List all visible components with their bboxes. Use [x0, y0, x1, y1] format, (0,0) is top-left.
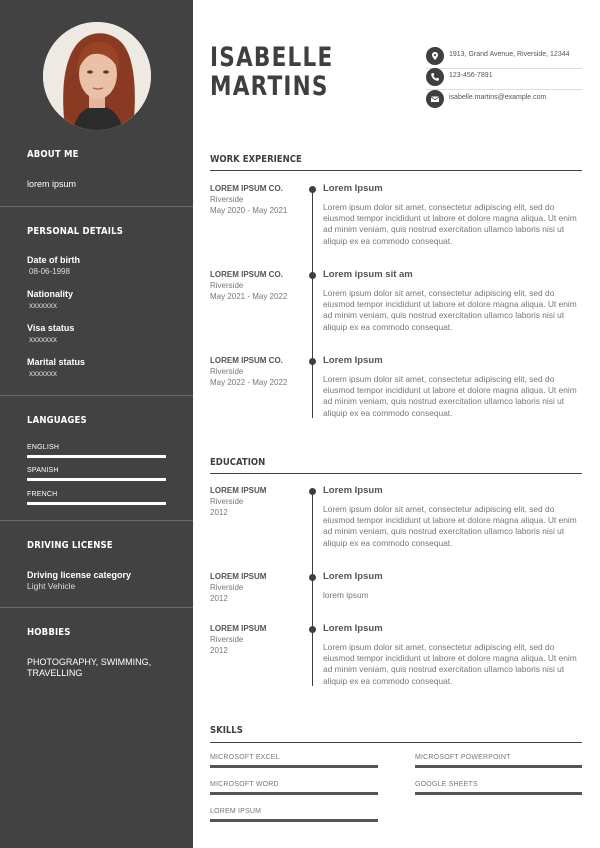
about-me-title: ABOUT ME — [27, 149, 79, 160]
section-rule — [210, 742, 582, 743]
language-level-bar — [27, 455, 166, 458]
education-degree: Lorem Ipsum — [323, 485, 383, 496]
portrait-image — [43, 22, 151, 130]
marital-status-value: xxxxxxx — [29, 369, 57, 378]
divider — [0, 607, 193, 608]
work-timeline — [312, 188, 313, 418]
language-label: FRENCH — [27, 491, 58, 498]
education-place: Riverside — [210, 583, 244, 592]
education-place: Riverside — [210, 635, 244, 644]
envelope-icon — [426, 90, 444, 108]
contact-phone — [426, 68, 582, 90]
license-category-value: Light Vehicle — [27, 581, 76, 591]
phone-icon — [426, 68, 444, 86]
timeline-dot — [309, 358, 316, 365]
work-place: Riverside — [210, 195, 244, 204]
timeline-dot — [309, 186, 316, 193]
education-year: 2012 — [210, 594, 228, 603]
email-link[interactable]: isabelle.martins@example.com — [449, 94, 547, 101]
driving-license-title: DRIVING LICENSE — [27, 540, 113, 551]
nationality-value: xxxxxxx — [29, 301, 57, 310]
skill-level-bar — [210, 819, 378, 822]
education-timeline — [312, 490, 313, 686]
education-degree: Lorem Ipsum — [323, 623, 383, 634]
timeline-dot — [309, 574, 316, 581]
work-org: LOREM IPSUM CO. — [210, 184, 283, 193]
timeline-dot — [309, 488, 316, 495]
work-place: Riverside — [210, 367, 244, 376]
section-rule — [210, 473, 582, 474]
education-place: Riverside — [210, 497, 244, 506]
hobbies-line: PHOTOGRAPHY, SWIMMING, — [27, 657, 152, 667]
about-me-text: lorem ipsum — [27, 179, 77, 189]
divider — [0, 520, 193, 521]
skills-title: SKILLS — [210, 725, 243, 736]
hobbies-title: HOBBIES — [27, 627, 71, 638]
divider — [0, 206, 193, 207]
skill-label: MICROSOFT POWERPOINT — [415, 754, 511, 761]
work-description: Lorem ipsum dolor sit amet, consectetur adipiscing elit, sed do eiusmod tempor incididunt ut labore et dolore magna aliqua. Ut enim ad minim veniam, quis nostrud exercitation ullamco laboris nisi ut aliquip ex ea commodo consequat. — [323, 202, 577, 246]
skill-label: MICROSOFT WORD — [210, 781, 279, 788]
hobbies-line: TRAVELLING — [27, 668, 83, 678]
personal-details-title: PERSONAL DETAILS — [27, 226, 123, 237]
work-place: Riverside — [210, 281, 244, 290]
skill-label: GOOGLE SHEETS — [415, 781, 478, 788]
education-degree: Lorem Ipsum — [323, 571, 383, 582]
languages-title: LANGUAGES — [27, 415, 87, 426]
marital-status-label: Marital status — [27, 357, 86, 367]
work-dates: May 2021 - May 2022 — [210, 292, 288, 301]
nationality-label: Nationality — [27, 289, 74, 299]
location-pin-icon — [426, 47, 444, 65]
skill-level-bar — [210, 765, 378, 768]
divider — [0, 395, 193, 396]
last-name: MARTINS — [210, 71, 329, 102]
work-description: Lorem ipsum dolor sit amet, consectetur adipiscing elit, sed do eiusmod tempor incididunt ut labore et dolore magna aliqua. Ut enim ad minim veniam, quis nostrud exercitation ullamco laboris nisi ut aliquip ex ea commodo consequat. — [323, 288, 577, 332]
timeline-dot — [309, 272, 316, 279]
contact-address — [426, 47, 582, 69]
work-role: Lorem Ipsum — [323, 183, 383, 194]
education-title: EDUCATION — [210, 457, 266, 468]
address-text: 1913, Grand Avenue, Riverside, 12344 — [449, 51, 570, 58]
education-year: 2012 — [210, 646, 228, 655]
work-dates: May 2020 - May 2021 — [210, 206, 288, 215]
language-level-bar — [27, 502, 166, 505]
first-name: ISABELLE — [210, 42, 334, 73]
education-description: Lorem ipsum dolor sit amet, consectetur adipiscing elit, sed do eiusmod tempor incididunt ut labore et dolore magna aliqua. Ut enim ad minim veniam, quis nostrud exercitation ullamco laboris nisi ut aliquip ex ea commodo consequat. — [323, 642, 577, 686]
education-org: LOREM IPSUM — [210, 572, 267, 581]
contact-email — [426, 90, 582, 112]
education-year: 2012 — [210, 508, 228, 517]
language-label: SPANISH — [27, 467, 59, 474]
visa-status-label: Visa status — [27, 323, 75, 333]
profile-photo — [43, 22, 151, 130]
skill-level-bar — [415, 765, 582, 768]
work-description: Lorem ipsum dolor sit amet, consectetur adipiscing elit, sed do eiusmod tempor incididunt ut labore et dolore magna aliqua. Ut enim ad minim veniam, quis nostrud exercitation ullamco laboris nisi ut aliquip ex ea commodo consequat. — [323, 374, 577, 418]
education-org: LOREM IPSUM — [210, 486, 267, 495]
dob-value: 08-06-1998 — [29, 267, 70, 276]
education-org: LOREM IPSUM — [210, 624, 267, 633]
work-org: LOREM IPSUM CO. — [210, 270, 283, 279]
education-description: lorem ipsum — [323, 590, 369, 600]
work-role: Lorem Ipsum — [323, 355, 383, 366]
visa-status-value: xxxxxxx — [29, 335, 57, 344]
skill-label: LOREM IPSUM — [210, 808, 262, 815]
timeline-dot — [309, 626, 316, 633]
work-experience-title: WORK EXPERIENCE — [210, 154, 302, 165]
sidebar — [0, 0, 193, 848]
education-description: Lorem ipsum dolor sit amet, consectetur adipiscing elit, sed do eiusmod tempor incididunt ut labore et dolore magna aliqua. Ut enim ad minim veniam, quis nostrud exercitation ullamco laboris nisi ut aliquip ex ea commodo consequat. — [323, 504, 577, 548]
language-label: ENGLISH — [27, 444, 60, 451]
work-role: Lorem ipsum sit am — [323, 269, 413, 280]
skill-label: MICROSOFT EXCEL — [210, 754, 280, 761]
phone-text[interactable]: 123-456-7891 — [449, 72, 493, 79]
skill-level-bar — [210, 792, 378, 795]
work-dates: May 2022 - May 2022 — [210, 378, 288, 387]
dob-label: Date of birth — [27, 255, 80, 265]
section-rule — [210, 170, 582, 171]
skill-level-bar — [415, 792, 582, 795]
language-level-bar — [27, 478, 166, 481]
license-category-label: Driving license category — [27, 570, 132, 580]
work-org: LOREM IPSUM CO. — [210, 356, 283, 365]
